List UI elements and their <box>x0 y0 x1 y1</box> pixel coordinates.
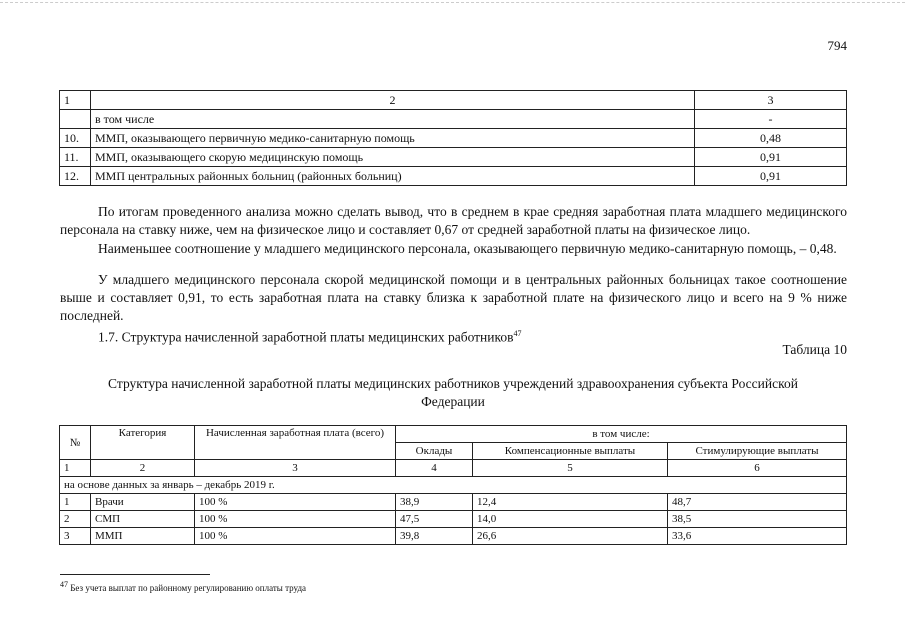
row-label: в том числе <box>91 110 695 129</box>
salary-structure-table <box>59 425 847 545</box>
paragraph-higher-ratio: У младшего медицинского персонала скорой медицинской помощи и в центральных районных больницах такое соотношение выше и составляет 0,91, то есть заработная плата на ставку близка к заработной плате на физического лицо и всего на 9 % ниже последней. <box>60 272 847 323</box>
col-header-num: № <box>60 426 91 460</box>
colnum: 1 <box>60 460 91 477</box>
table-colnum-row <box>60 460 847 477</box>
row-total: 100 % <box>195 528 396 545</box>
table-header-row <box>60 91 847 110</box>
colnum: 4 <box>396 460 473 477</box>
row-num: 2 <box>60 511 91 528</box>
row-compensation: 14,0 <box>473 511 668 528</box>
row-value: 0,48 <box>695 129 847 148</box>
table-label: Таблица 10 <box>782 342 847 357</box>
row-salary: 47,5 <box>396 511 473 528</box>
table-row <box>60 129 847 148</box>
section-heading <box>60 325 847 347</box>
ratio-table <box>59 90 847 186</box>
row-label: ММП, оказывающего скорую медицинскую помощь <box>91 148 695 167</box>
row-category: ММП <box>91 528 195 545</box>
footnote-divider <box>60 574 210 575</box>
row-value: - <box>695 110 847 129</box>
col-header-compensation: Компенсационные выплаты <box>473 443 668 460</box>
row-total: 100 % <box>195 494 396 511</box>
section-heading-text: 1.7. Структура начисленной заработной платы медицинских работников <box>98 329 514 345</box>
row-incentive: 33,6 <box>668 528 847 545</box>
table-row <box>60 511 847 528</box>
table-row <box>60 148 847 167</box>
row-value: 0,91 <box>695 148 847 167</box>
footnote-marker: 47 <box>60 580 68 589</box>
colnum: 6 <box>668 460 847 477</box>
row-salary: 38,9 <box>396 494 473 511</box>
scan-edge <box>0 2 905 3</box>
row-compensation: 26,6 <box>473 528 668 545</box>
row-num <box>60 110 91 129</box>
row-num: 3 <box>60 528 91 545</box>
table-caption: Структура начисленной заработной платы медицинских работников учреждений здравоохранения субъекта Российской Федерации <box>108 376 798 409</box>
page-number: 794 <box>827 38 847 53</box>
row-num: 1 <box>60 494 91 511</box>
col-header-category: Категория <box>91 426 195 460</box>
row-num: 11. <box>60 148 91 167</box>
row-label: ММП центральных районных больниц (районных больниц) <box>91 167 695 186</box>
footnote <box>60 580 306 593</box>
table-row <box>60 110 847 129</box>
row-incentive: 38,5 <box>668 511 847 528</box>
colnum: 2 <box>91 460 195 477</box>
col-header-salary: Оклады <box>396 443 473 460</box>
paragraph-lowest-ratio: Наименьшее соотношение у младшего медицинского персонала, оказывающего первичную медико-санитарную помощь, – 0,48. <box>98 241 837 256</box>
col-header-including: в том числе: <box>396 426 847 443</box>
colnum: 5 <box>473 460 668 477</box>
basis-note: на основе данных за январь – декабрь 2019 г. <box>60 477 847 494</box>
row-label: ММП, оказывающего первичную медико-санитарную помощь <box>91 129 695 148</box>
col-header: 1 <box>60 91 91 110</box>
row-compensation: 12,4 <box>473 494 668 511</box>
table-row <box>60 167 847 186</box>
row-salary: 39,8 <box>396 528 473 545</box>
col-header-incentive: Стимулирующие выплаты <box>668 443 847 460</box>
row-category: СМП <box>91 511 195 528</box>
footnote-ref: 47 <box>513 329 522 338</box>
col-header-total: Начисленная заработная плата (всего) <box>195 426 396 460</box>
colnum: 3 <box>195 460 396 477</box>
row-category: Врачи <box>91 494 195 511</box>
col-header: 2 <box>91 91 695 110</box>
row-incentive: 48,7 <box>668 494 847 511</box>
footnote-text: Без учета выплат по районному регулированию оплаты труда <box>70 583 307 593</box>
row-num: 12. <box>60 167 91 186</box>
row-num: 10. <box>60 129 91 148</box>
paragraph-conclusion: По итогам проведенного анализа можно сделать вывод, что в среднем в крае средняя заработная плата младшего медицинского персонала на ставку ниже, чем на физическое лицо и составляет 0,67 от средней заработной платы на физическое лицо. <box>60 204 847 237</box>
row-value: 0,91 <box>695 167 847 186</box>
table-header-row <box>60 426 847 443</box>
table-row <box>60 494 847 511</box>
table-basis-row <box>60 477 847 494</box>
row-total: 100 % <box>195 511 396 528</box>
col-header: 3 <box>695 91 847 110</box>
table-row <box>60 528 847 545</box>
